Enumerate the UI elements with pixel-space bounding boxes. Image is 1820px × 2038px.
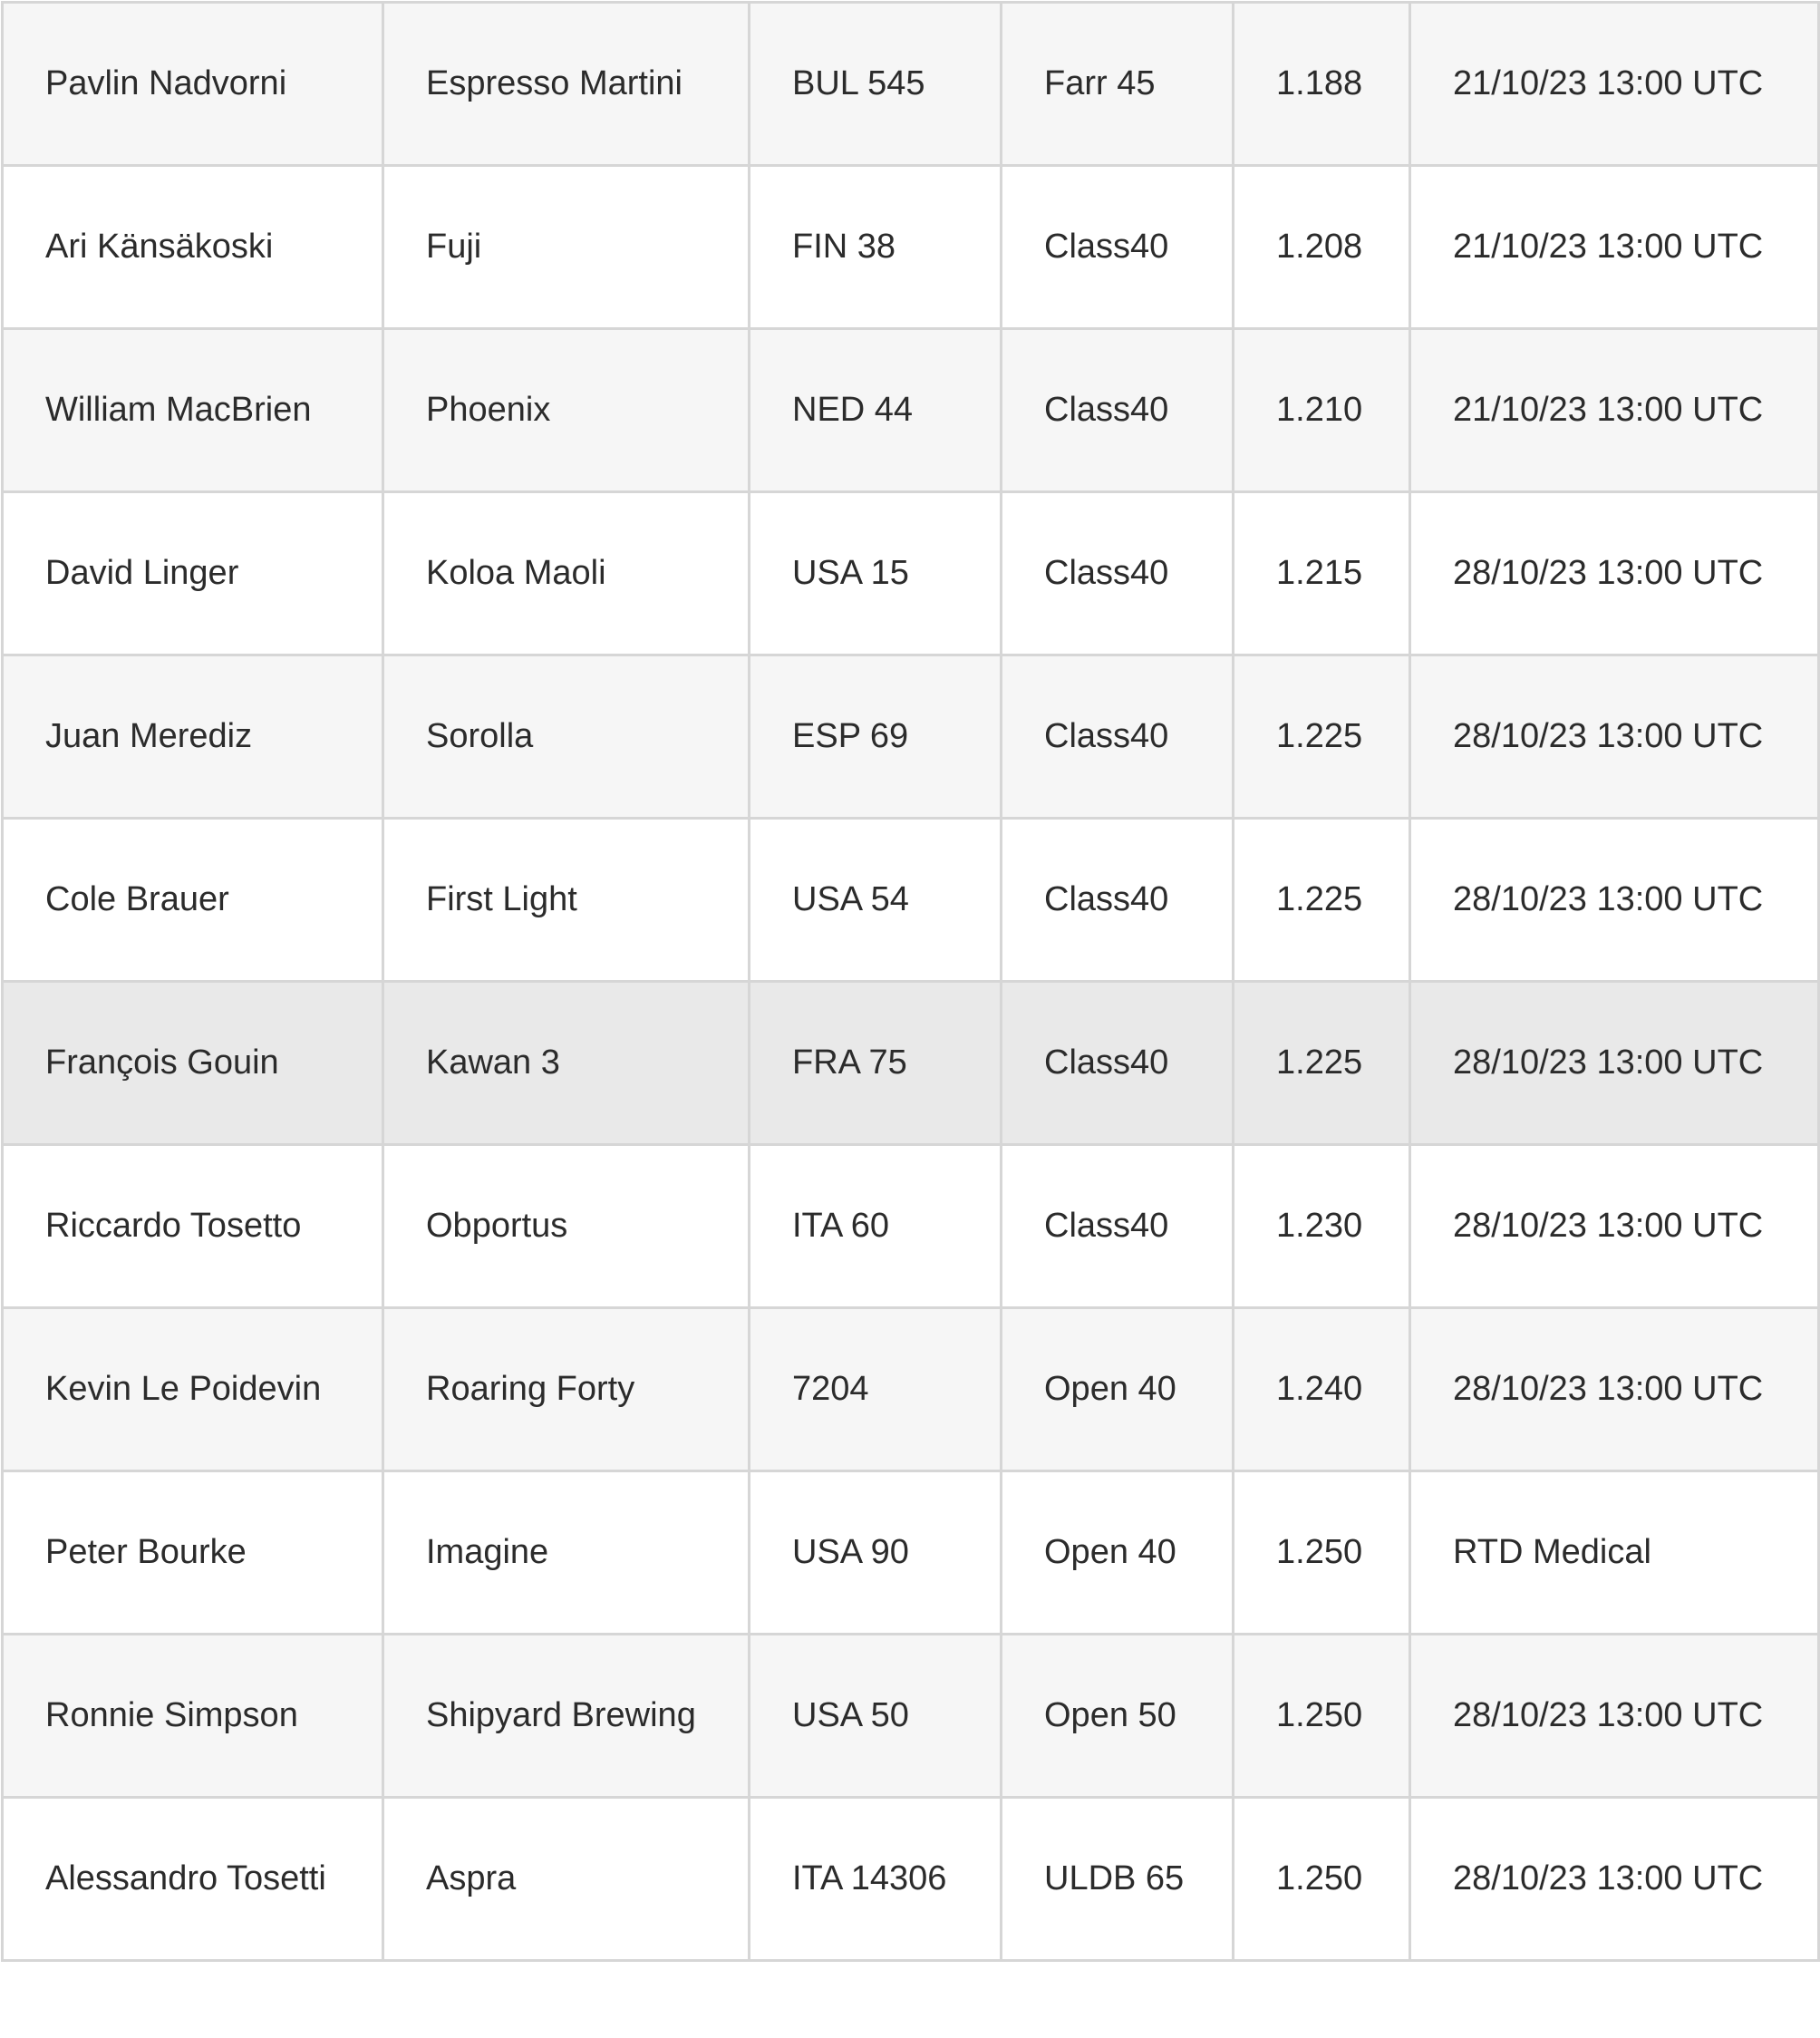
table-row[interactable] bbox=[3, 1635, 1819, 1798]
design-cell: Class40 bbox=[1002, 1145, 1234, 1308]
table-row[interactable] bbox=[3, 655, 1819, 819]
table-row-hovered[interactable] bbox=[3, 982, 1819, 1145]
skipper-cell: Cole Brauer bbox=[3, 819, 383, 982]
design-cell: Open 40 bbox=[1002, 1471, 1234, 1635]
design-cell: Open 40 bbox=[1002, 1308, 1234, 1471]
sail-number-cell: USA 90 bbox=[750, 1471, 1002, 1635]
design-cell: ULDB 65 bbox=[1002, 1798, 1234, 1961]
skipper-cell: Riccardo Tosetto bbox=[3, 1145, 383, 1308]
entries-table bbox=[1, 1, 1820, 1962]
rating-cell: 1.225 bbox=[1234, 982, 1410, 1145]
design-cell: Open 50 bbox=[1002, 1635, 1234, 1798]
design-cell: Class40 bbox=[1002, 492, 1234, 655]
skipper-cell: Juan Merediz bbox=[3, 655, 383, 819]
boat-cell: Espresso Martini bbox=[383, 3, 750, 166]
start-cell: 28/10/23 13:00 UTC bbox=[1410, 492, 1819, 655]
table-row[interactable] bbox=[3, 492, 1819, 655]
sail-number-cell: ITA 60 bbox=[750, 1145, 1002, 1308]
sail-number-cell: FIN 38 bbox=[750, 166, 1002, 329]
sail-number-cell: BUL 545 bbox=[750, 3, 1002, 166]
boat-cell: Imagine bbox=[383, 1471, 750, 1635]
design-cell: Class40 bbox=[1002, 982, 1234, 1145]
boat-cell: Kawan 3 bbox=[383, 982, 750, 1145]
rating-cell: 1.250 bbox=[1234, 1635, 1410, 1798]
start-cell: 21/10/23 13:00 UTC bbox=[1410, 166, 1819, 329]
skipper-cell: Peter Bourke bbox=[3, 1471, 383, 1635]
design-cell: Farr 45 bbox=[1002, 3, 1234, 166]
boat-cell: Koloa Maoli bbox=[383, 492, 750, 655]
table-row[interactable] bbox=[3, 819, 1819, 982]
start-cell: RTD Medical bbox=[1410, 1471, 1819, 1635]
start-cell: 28/10/23 13:00 UTC bbox=[1410, 1145, 1819, 1308]
start-cell: 28/10/23 13:00 UTC bbox=[1410, 819, 1819, 982]
table-row[interactable] bbox=[3, 3, 1819, 166]
skipper-cell: Ari Känsäkoski bbox=[3, 166, 383, 329]
skipper-cell: François Gouin bbox=[3, 982, 383, 1145]
rating-cell: 1.225 bbox=[1234, 655, 1410, 819]
sail-number-cell: ESP 69 bbox=[750, 655, 1002, 819]
boat-cell: Phoenix bbox=[383, 329, 750, 492]
skipper-cell: Pavlin Nadvorni bbox=[3, 3, 383, 166]
start-cell: 28/10/23 13:00 UTC bbox=[1410, 1798, 1819, 1961]
design-cell: Class40 bbox=[1002, 655, 1234, 819]
skipper-cell: William MacBrien bbox=[3, 329, 383, 492]
start-cell: 28/10/23 13:00 UTC bbox=[1410, 655, 1819, 819]
sail-number-cell: USA 15 bbox=[750, 492, 1002, 655]
boat-cell: Sorolla bbox=[383, 655, 750, 819]
skipper-cell: Kevin Le Poidevin bbox=[3, 1308, 383, 1471]
rating-cell: 1.208 bbox=[1234, 166, 1410, 329]
boat-cell: Fuji bbox=[383, 166, 750, 329]
rating-cell: 1.210 bbox=[1234, 329, 1410, 492]
sail-number-cell: NED 44 bbox=[750, 329, 1002, 492]
start-cell: 28/10/23 13:00 UTC bbox=[1410, 1635, 1819, 1798]
design-cell: Class40 bbox=[1002, 329, 1234, 492]
boat-cell: Aspra bbox=[383, 1798, 750, 1961]
table-row[interactable] bbox=[3, 1308, 1819, 1471]
start-cell: 28/10/23 13:00 UTC bbox=[1410, 1308, 1819, 1471]
rating-cell: 1.240 bbox=[1234, 1308, 1410, 1471]
design-cell: Class40 bbox=[1002, 166, 1234, 329]
skipper-cell: Ronnie Simpson bbox=[3, 1635, 383, 1798]
design-cell: Class40 bbox=[1002, 819, 1234, 982]
table-row[interactable] bbox=[3, 166, 1819, 329]
boat-cell: Roaring Forty bbox=[383, 1308, 750, 1471]
rating-cell: 1.225 bbox=[1234, 819, 1410, 982]
boat-cell: Obportus bbox=[383, 1145, 750, 1308]
skipper-cell: David Linger bbox=[3, 492, 383, 655]
boat-cell: Shipyard Brewing bbox=[383, 1635, 750, 1798]
sail-number-cell: USA 54 bbox=[750, 819, 1002, 982]
start-cell: 21/10/23 13:00 UTC bbox=[1410, 3, 1819, 166]
rating-cell: 1.215 bbox=[1234, 492, 1410, 655]
table-row[interactable] bbox=[3, 1471, 1819, 1635]
rating-cell: 1.250 bbox=[1234, 1471, 1410, 1635]
table-row[interactable] bbox=[3, 329, 1819, 492]
start-cell: 21/10/23 13:00 UTC bbox=[1410, 329, 1819, 492]
start-cell: 28/10/23 13:00 UTC bbox=[1410, 982, 1819, 1145]
sail-number-cell: ITA 14306 bbox=[750, 1798, 1002, 1961]
rating-cell: 1.250 bbox=[1234, 1798, 1410, 1961]
rating-cell: 1.230 bbox=[1234, 1145, 1410, 1308]
sail-number-cell: USA 50 bbox=[750, 1635, 1002, 1798]
sail-number-cell: 7204 bbox=[750, 1308, 1002, 1471]
table-row[interactable] bbox=[3, 1145, 1819, 1308]
sail-number-cell: FRA 75 bbox=[750, 982, 1002, 1145]
boat-cell: First Light bbox=[383, 819, 750, 982]
skipper-cell: Alessandro Tosetti bbox=[3, 1798, 383, 1961]
table-row[interactable] bbox=[3, 1798, 1819, 1961]
rating-cell: 1.188 bbox=[1234, 3, 1410, 166]
